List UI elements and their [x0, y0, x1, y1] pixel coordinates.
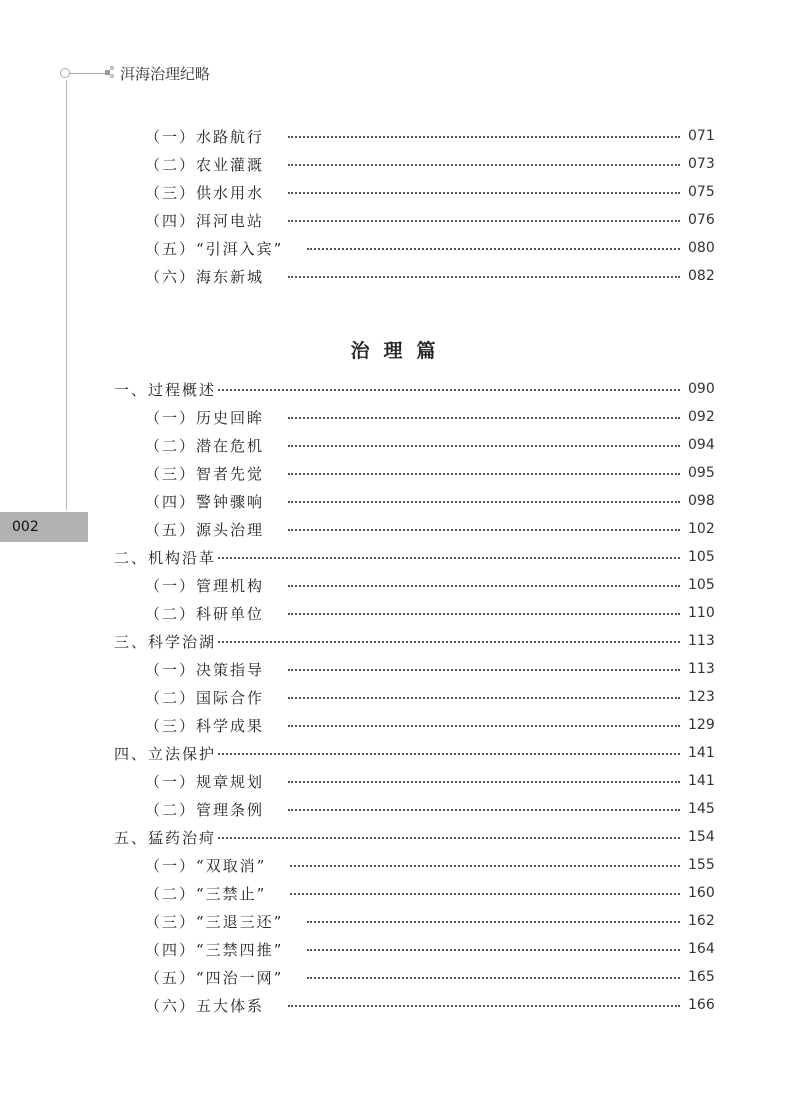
toc-leader-dots: [288, 164, 680, 166]
toc-entry[interactable]: [0, 150, 800, 178]
toc-entry[interactable]: [0, 795, 800, 823]
header-square-ornament: [110, 66, 114, 70]
toc-entry-label: （三）智者先觉: [145, 464, 265, 483]
toc-leader-dots: [288, 1005, 680, 1007]
toc-entry[interactable]: [0, 262, 800, 290]
toc-leader-dots: [288, 697, 680, 699]
toc-entry[interactable]: [0, 571, 800, 599]
toc-leader-dots: [288, 529, 680, 531]
toc-page-number: 095: [688, 465, 715, 481]
toc-page-number: 092: [688, 409, 715, 425]
toc-entry-label: （二）农业灌溉: [145, 155, 265, 174]
toc-entry-label: （二）科研单位: [145, 604, 265, 623]
toc-entry[interactable]: [0, 459, 800, 487]
toc-entry[interactable]: [0, 515, 800, 543]
toc-leader-dots: [307, 949, 680, 951]
toc-page-number: 090: [688, 381, 715, 397]
toc-page-number: 113: [688, 661, 715, 677]
toc-entry[interactable]: [0, 711, 800, 739]
toc-leader-dots: [288, 669, 680, 671]
toc-entry-label: （四）警钟骤响: [145, 492, 265, 511]
toc-entry-label: （六）五大体系: [145, 996, 265, 1015]
header-circle-ornament: [60, 68, 70, 78]
toc-chapter-entry[interactable]: [0, 627, 800, 655]
toc-page-number: 154: [688, 829, 715, 845]
toc-entry-label: （四）“三禁四推”: [145, 940, 284, 959]
toc-entry[interactable]: [0, 963, 800, 991]
toc-leader-dots: [290, 865, 680, 867]
toc-entry-label: 四、立法保护: [114, 744, 217, 763]
toc-page-number: 105: [688, 577, 715, 593]
running-header-title: 洱海治理纪略: [120, 65, 211, 83]
toc-entry-label: （三）科学成果: [145, 716, 265, 735]
toc-entry[interactable]: [0, 851, 800, 879]
toc-leader-dots: [288, 781, 680, 783]
toc-entry[interactable]: [0, 206, 800, 234]
toc-entry[interactable]: [0, 879, 800, 907]
toc-page-number: 166: [688, 997, 715, 1013]
toc-leader-dots: [218, 389, 680, 391]
toc-entry[interactable]: [0, 655, 800, 683]
toc-entry-label: （五）“四治一网”: [145, 968, 284, 987]
toc-entry-label: （一）水路航行: [145, 127, 265, 146]
toc-entry[interactable]: [0, 907, 800, 935]
toc-page-number: 141: [688, 745, 715, 761]
toc-page-number: 102: [688, 521, 715, 537]
toc-entry-label: 三、科学治湖: [114, 632, 217, 651]
toc-entry[interactable]: [0, 935, 800, 963]
toc-leader-dots: [288, 809, 680, 811]
toc-entry-label: （四）洱河电站: [145, 211, 265, 230]
header-square-ornament: [110, 74, 114, 78]
toc-chapter-entry[interactable]: [0, 375, 800, 403]
toc-page-number: 071: [688, 128, 715, 144]
toc-entry[interactable]: [0, 178, 800, 206]
toc-entry[interactable]: [0, 767, 800, 795]
toc-page-number: 165: [688, 969, 715, 985]
toc-page-number: 110: [688, 605, 715, 621]
toc-page-number: 162: [688, 913, 715, 929]
toc-leader-dots: [218, 837, 680, 839]
toc-entry-label: （六）海东新城: [145, 267, 265, 286]
toc-page-number: 123: [688, 689, 715, 705]
toc-entry-label: （一）管理机构: [145, 576, 265, 595]
toc-leader-dots: [288, 585, 680, 587]
toc-page-number: 073: [688, 156, 715, 172]
toc-entry-label: （二）“三禁止”: [145, 884, 267, 903]
toc-entry[interactable]: [0, 991, 800, 1019]
toc-entry[interactable]: [0, 122, 800, 150]
toc-entry-label: 二、机构沿革: [114, 548, 217, 567]
toc-entry[interactable]: [0, 234, 800, 262]
toc-entry-label: （一）决策指导: [145, 660, 265, 679]
toc-page-number: 075: [688, 184, 715, 200]
toc-leader-dots: [288, 501, 680, 503]
toc-entry-label: （五）源头治理: [145, 520, 265, 539]
toc-page-number: 082: [688, 268, 715, 284]
toc-leader-dots: [307, 248, 680, 250]
toc-entry[interactable]: [0, 599, 800, 627]
toc-leader-dots: [288, 276, 680, 278]
toc-chapter-entry[interactable]: [0, 823, 800, 851]
toc-page-number: 145: [688, 801, 715, 817]
toc-leader-dots: [288, 136, 680, 138]
toc-leader-dots: [307, 977, 680, 979]
toc-chapter-entry[interactable]: [0, 543, 800, 571]
toc-leader-dots: [288, 417, 680, 419]
toc-entry-label: （二）潜在危机: [145, 436, 265, 455]
toc-entry-label: （一）历史回眸: [145, 408, 265, 427]
toc-leader-dots: [218, 557, 680, 559]
toc-entry[interactable]: [0, 487, 800, 515]
toc-leader-dots: [218, 753, 680, 755]
toc-leader-dots: [288, 725, 680, 727]
section-heading: 治理篇: [350, 340, 450, 362]
toc-entry-label: （一）规章规划: [145, 772, 265, 791]
toc-leader-dots: [288, 192, 680, 194]
toc-page-number: 076: [688, 212, 715, 228]
toc-leader-dots: [288, 613, 680, 615]
toc-entry[interactable]: [0, 431, 800, 459]
toc-entry[interactable]: [0, 683, 800, 711]
toc-leader-dots: [290, 893, 680, 895]
toc-page-number: 160: [688, 885, 715, 901]
toc-leader-dots: [307, 921, 680, 923]
toc-leader-dots: [288, 445, 680, 447]
toc-page-number: 155: [688, 857, 715, 873]
toc-page-number: 098: [688, 493, 715, 509]
toc-leader-dots: [218, 641, 680, 643]
toc-entry[interactable]: [0, 403, 800, 431]
toc-entry-label: （一）“双取消”: [145, 856, 267, 875]
toc-entry-label: （三）供水用水: [145, 183, 265, 202]
toc-page-number: 113: [688, 633, 715, 649]
toc-chapter-entry[interactable]: [0, 739, 800, 767]
toc-page-number: 141: [688, 773, 715, 789]
header-horizontal-line: [70, 73, 106, 74]
toc-entry-label: （五）“引洱入宾”: [145, 239, 284, 258]
toc-leader-dots: [288, 473, 680, 475]
toc-page-number: 129: [688, 717, 715, 733]
toc-page-number: 164: [688, 941, 715, 957]
toc-leader-dots: [288, 220, 680, 222]
toc-entry-label: （二）管理条例: [145, 800, 265, 819]
toc-entry-label: 一、过程概述: [114, 380, 217, 399]
page-number-tab: 002: [0, 512, 88, 542]
toc-entry-label: （三）“三退三还”: [145, 912, 284, 931]
toc-entry-label: 五、猛药治疴: [114, 828, 217, 847]
toc-page-number: 094: [688, 437, 715, 453]
toc-page-number: 105: [688, 549, 715, 565]
toc-page-number: 080: [688, 240, 715, 256]
toc-entry-label: （二）国际合作: [145, 688, 265, 707]
